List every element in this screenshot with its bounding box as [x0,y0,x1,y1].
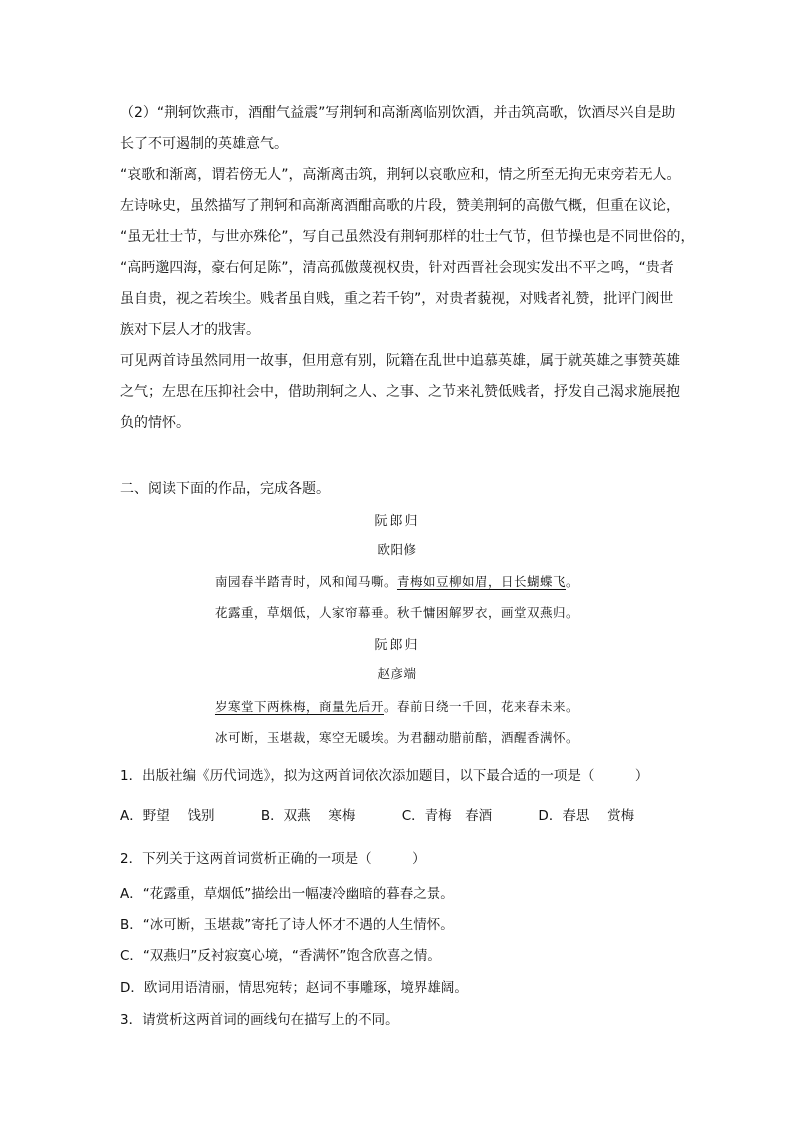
text-line: 族对下层人才的戕害。 [120,322,260,338]
question-2-option-b: B．“冰可断，玉堪裁”寄托了诗人怀才不遇的人生情怀。 [120,917,454,933]
poem2-line-1-rest: 。春前日绕一千回，花来春未来。 [384,699,580,714]
option-a: A．野望 饯别 [120,808,215,824]
text-line: 可见两首诗虽然同用一故事，但用意有别，阮籍在乱世中追慕英雄，属于就英雄之事赞英雄 [120,353,680,369]
text-line: （2）“荆轲饮燕市，酒酣气益震”写荆轲和高渐离临别饮酒，并击筑高歌，饮酒尽兴自是助 [120,105,676,121]
option-c: C．青梅 春酒 [401,808,493,824]
question-1-stem: 1．出版社编《历代词选》，拟为这两首词依次添加题目，以下最合适的一项是（ ） [120,768,649,784]
text-line: “哀歌和渐离，谓若傍无人”，高渐离击筑，荆轲以哀歌应和，情之所至无拘无束旁若无人。 [120,167,681,183]
text-line: “虽无壮士节，与世亦殊伦”，写自己虽然没有荆轲那样的壮士气节，但节操也是不同世俗的， [120,229,695,245]
question-2-option-c: C．“双燕归”反衬寂寞心境，“香满怀”饱含欣喜之情。 [120,948,441,964]
poem1-underlined-line: 青梅如豆柳如眉，日长蝴蝶飞 [396,574,566,589]
text-line: 虽自贵，视之若埃尘。贱者虽自贱，重之若千钧”，对贵者藐视，对贱者礼赞，批评门阀世 [120,291,674,307]
poem2-line-2: 冰可断，玉堪裁，寒空无暖埃。为君翻动腊前醅，酒醒香满怀。 [214,730,579,745]
poem1-line-1-plain: 南园春半踏青时，风和闻马嘶。 [214,574,397,589]
text-line: 之气；左思在压抑社会中，借助荆轲之人、之事、之节来礼赞低贱者，抒发自己渴求施展抱 [120,384,680,400]
poem1-line-1 [0,572,794,590]
question-1-options [120,804,634,824]
poem2-author: 赵彦端 [377,666,417,681]
text-line: 左诗咏史，虽然描写了荆轲和高渐离酒酣高歌的片段，赞美荆轲的高傲气概，但重在议论， [120,198,680,214]
poem1-title: 阮郎归 [374,514,420,529]
poem1-line-2: 花露重，草烟低，人家帘幕垂。秋千慵困解罗衣，画堂双燕归。 [214,605,579,620]
poem2-underlined-line: 岁寒堂下两株梅，商量先后开 [214,699,384,714]
question-2-option-d: D．欧词用语清丽，情思宛转；赵词不事雕琢，境界雄阔。 [120,980,468,996]
question-2-option-a: A．“花露重，草烟低”描绘出一幅凄冷幽暗的暮春之景。 [120,886,454,902]
text-line: 负的情怀。 [120,415,190,431]
text-line: 长了不可遏制的英雄意气。 [120,136,288,152]
question-2-stem: 2．下列关于这两首词赏析正确的一项是（ ） [120,851,426,867]
option-b: B．双燕 寒梅 [260,808,356,824]
poem1-author: 欧阳修 [377,542,417,557]
answer-paragraph-1 [120,98,686,160]
option-d: D．春思 赏梅 [538,808,635,824]
section-heading: 二、阅读下面的作品，完成各题。 [120,481,330,497]
answer-paragraph-2 [120,160,695,346]
poem1-line-1-end: 。 [566,574,580,589]
poem2-title: 阮郎归 [374,638,420,653]
question-3-stem: 3．请赏析这两首词的画线句在描写上的不同。 [120,1012,399,1028]
text-line: “高眄邈四海，豪右何足陈”，清高孤傲蔑视权贵，针对西晋社会现实发出不平之鸣，“贵者 [120,260,674,276]
poem2-line-1 [0,697,794,715]
answer-paragraph-3 [120,346,686,439]
